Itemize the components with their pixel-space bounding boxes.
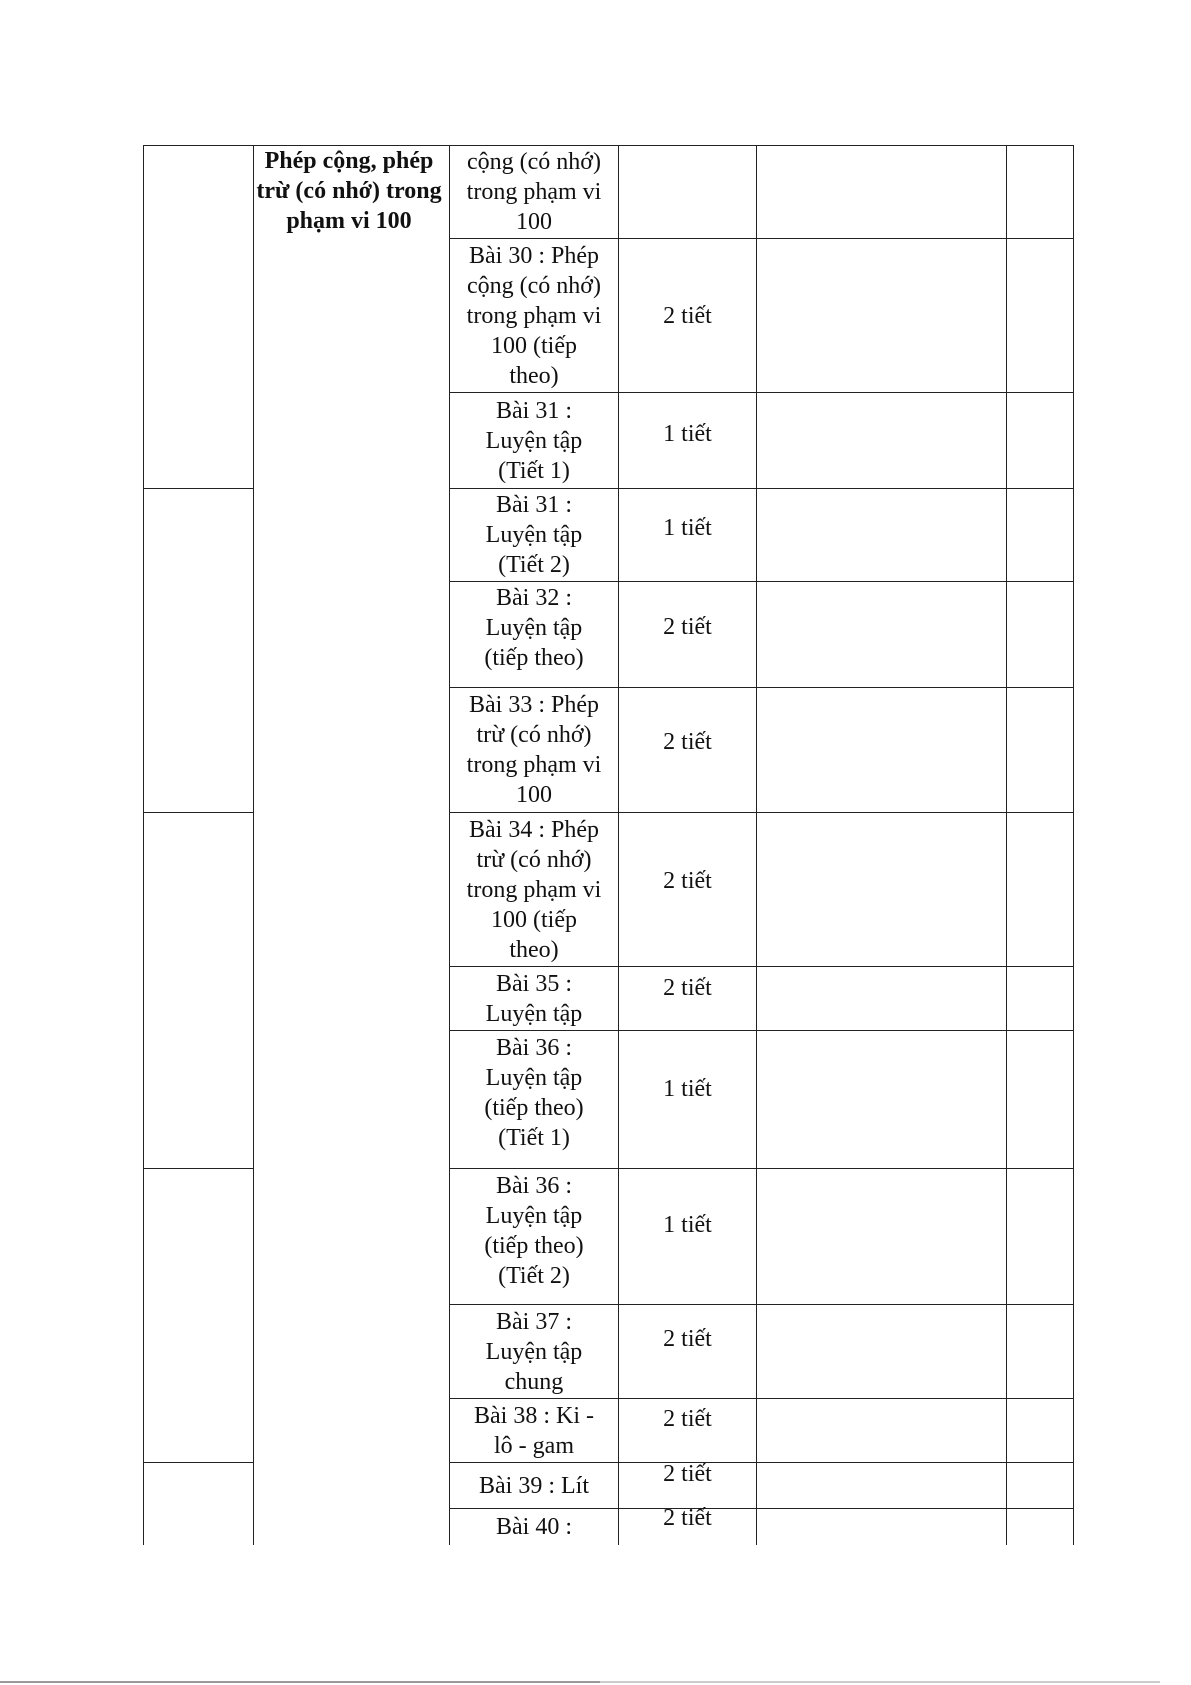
duration-cell: 2 tiết [663,302,712,329]
duration-cell: 2 tiết [663,1461,712,1487]
duration-cell [619,146,756,238]
lesson-cell: Bài 39 : Lít [479,1472,589,1499]
duration-cell: 2 tiết [663,975,712,1001]
col-border-1 [253,145,254,1545]
duration-cell: 2 tiết [663,868,712,894]
lesson-cell: Bài 40 : [496,1514,572,1540]
duration-cell: 1 tiết [663,1212,712,1238]
duration-cell: 1 tiết [663,1076,712,1102]
lesson-cell: Bài 36 : Luyện tập (tiếp theo) (Tiết 1) [484,1035,584,1151]
lesson-cell: Bài 36 : Luyện tập (tiếp theo) (Tiết 2) [484,1173,584,1289]
scan-artifact [0,1681,600,1683]
lesson-cell: Bài 31 : Luyện tập (Tiết 2) [485,492,583,578]
lesson-cell: Bài 33 : Phép trừ (có nhớ) trong phạm vi 100 [466,692,602,808]
lesson-cell: cộng (có nhớ) trong phạm vi 100 [466,149,602,235]
lesson-cell: Bài 34 : Phép trừ (có nhớ) trong phạm vi 100 (tiếp theo) [466,816,602,963]
duration-cell: 2 tiết [663,1326,712,1352]
scan-artifact [600,1681,1160,1683]
duration-cell: 2 tiết [663,1406,712,1432]
col-border-5 [1006,145,1007,1545]
col-border-6 [1073,145,1074,1545]
duration-cell: 2 tiết [663,614,712,640]
col1-separator [143,488,254,489]
duration-cell: 1 tiết [663,421,712,447]
topic-title: Phép cộng, phép trừ (có nhớ) trong phạm vi 100 [256,148,442,234]
lesson-cell: Bài 35 : Luyện tập [485,970,583,1027]
lesson-cell: Bài 32 : Luyện tập (tiếp theo) [484,585,584,671]
col1-separator [143,1168,254,1169]
col-border-4 [756,145,757,1545]
col-border-0 [143,145,144,1545]
lesson-cell: Bài 37 : Luyện tập chung [485,1308,583,1395]
col1-separator [143,812,254,813]
duration-cell: 2 tiết [663,1505,712,1531]
duration-cell: 1 tiết [663,515,712,541]
lesson-cell: Bài 30 : Phép cộng (có nhớ) trong phạm vi 100 (tiếp theo) [466,242,602,389]
lesson-cell: Bài 31 : Luyện tập (Tiết 1) [485,397,583,484]
duration-cell: 2 tiết [663,729,712,755]
col1-separator [143,1462,254,1463]
lesson-cell: Bài 38 : Ki - lô - gam [474,1402,594,1459]
